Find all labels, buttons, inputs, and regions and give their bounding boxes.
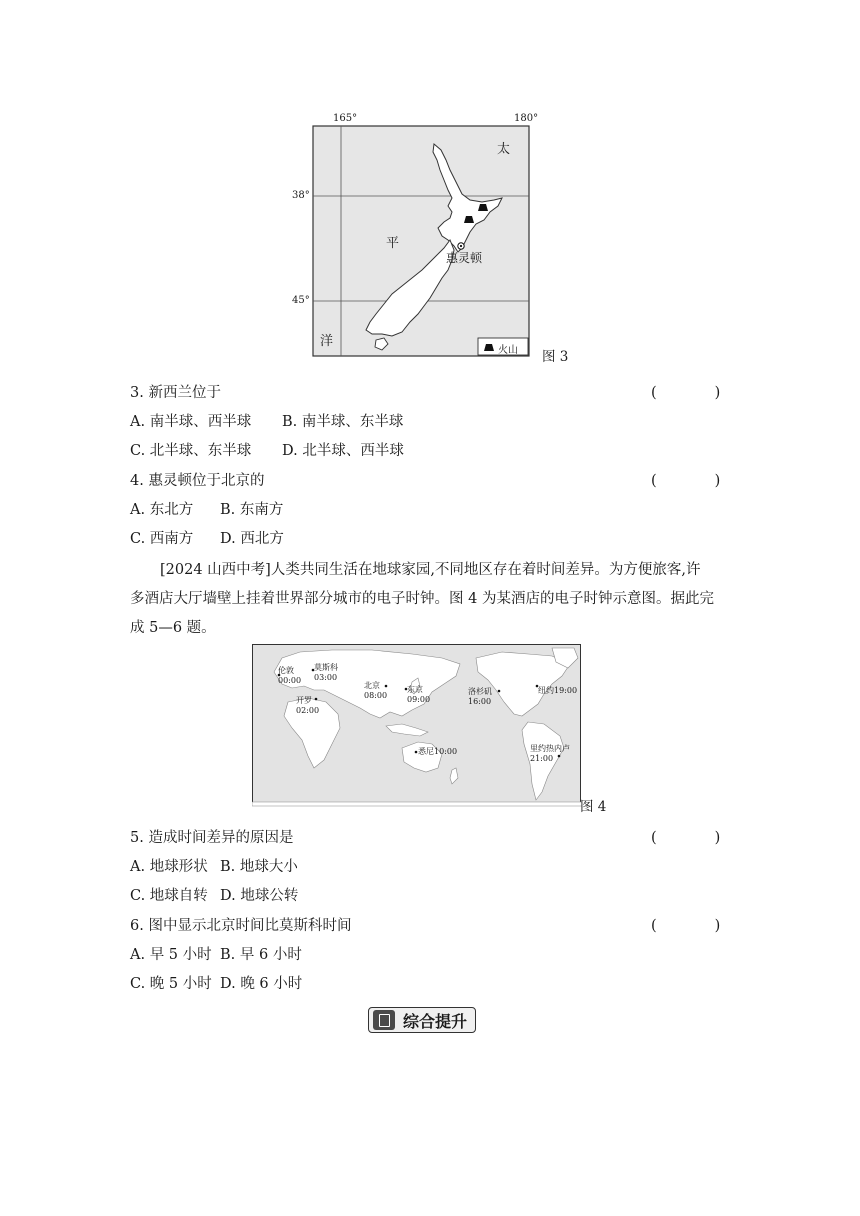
option-a: A. 早 5 小时: [130, 947, 212, 963]
city-dot-sydney: [415, 751, 418, 754]
city-label-moscow: 莫斯科 03:00: [314, 663, 338, 682]
option-a: A. 东北方: [130, 502, 194, 518]
option-b: B. 早 6 小时: [220, 947, 302, 963]
city-label-los-angeles: 洛杉矶 16:00: [468, 687, 492, 706]
lat-45-label: 45°: [292, 295, 310, 306]
answer-bracket: ( ): [651, 830, 721, 846]
city-label-beijing: 北京 08:00: [364, 681, 388, 700]
city-label-rio: 里约热内卢 21:00: [530, 744, 570, 763]
option-d: D. 晚 6 小时: [220, 976, 303, 992]
option-c: C. 地球自转: [130, 888, 208, 904]
option-d: D. 西北方: [220, 531, 284, 547]
option-d: D. 地球公转: [220, 888, 299, 904]
city-label-tokyo: 东京 09:00: [407, 685, 431, 704]
city-dot-los-angeles: [498, 690, 501, 693]
antarctica: [252, 802, 582, 806]
city-label-cairo: 开罗 02:00: [296, 696, 320, 715]
world-map: [252, 644, 582, 807]
option-a: A. 地球形状: [130, 859, 208, 875]
option-c: C. 西南方: [130, 531, 194, 547]
answer-bracket: ( ): [651, 918, 721, 934]
question-stem: 4. 惠灵顿位于北京的: [130, 473, 265, 489]
question-stem: 6. 图中显示北京时间比莫斯科时间: [130, 918, 352, 934]
ocean-label-ping: 平: [386, 236, 400, 251]
city-label-sydney: 悉尼10:00: [418, 747, 458, 756]
passage: [2024 山西中考]人类共同生活在地球家园,不同地区存在着时间差异。为方便旅客,许多酒店大厅墙壁上挂着世界部分城市的电子时钟。图 4 为某酒店的电子时钟示意图。据此完成 5—6 题。: [130, 562, 714, 636]
lat-38-label: 38°: [292, 190, 310, 201]
ocean-label-yang: 洋: [320, 334, 334, 349]
answer-bracket: ( ): [651, 473, 721, 489]
figure-4: [252, 644, 612, 815]
new-zealand-map: [300, 108, 590, 368]
lon-180-label: 180°: [514, 113, 539, 124]
figure-caption: 图 3: [542, 349, 569, 365]
option-a: A. 南半球、西半球: [130, 414, 252, 430]
question-stem: 5. 造成时间差异的原因是: [130, 830, 294, 846]
lon-165-label: 165°: [333, 113, 358, 124]
option-b: B. 东南方: [220, 502, 284, 518]
legend-label: 火山: [498, 345, 518, 356]
option-b: B. 地球大小: [220, 859, 298, 875]
option-b: B. 南半球、东半球: [282, 414, 404, 430]
city-label-london: 伦敦 00:00: [278, 666, 302, 685]
question-stem: 3. 新西兰位于: [130, 385, 221, 401]
figure-3: [292, 108, 590, 368]
ocean-label-tai: 太: [497, 142, 511, 157]
figure-caption: 图 4: [580, 799, 607, 815]
city-label-wellington: 惠灵顿: [446, 251, 483, 265]
option-d: D. 北半球、西半球: [282, 443, 404, 459]
section-banner: [368, 1007, 476, 1033]
option-c: C. 北半球、东半球: [130, 443, 252, 459]
section-banner-title: 综合提升: [403, 1011, 468, 1031]
answer-bracket: ( ): [651, 385, 721, 401]
city-label-new-york: 纽约19:00: [538, 686, 578, 695]
section-icon: [373, 1010, 395, 1030]
option-c: C. 晚 5 小时: [130, 976, 212, 992]
